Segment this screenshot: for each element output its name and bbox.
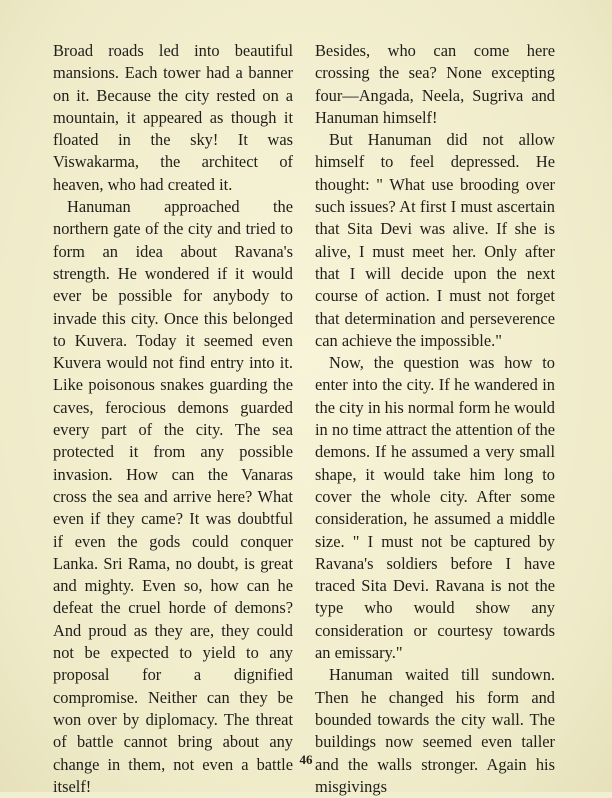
paragraph: Hanuman approached the northern gate of the city and tried to form an idea about Ravana's strength. He wondered if it would ever be possible for anybody to invade this city. Once this belonged to Kuvera. Today it seemed even Kuvera would not find entry into it. Like poisonous snakes guarding the caves, ferocious demons guarded every part of the city. The sea protected it from any possible invasion. How can the Vanaras cross the sea and arrive here? What even if they came? It was doubtful if even the gods could conquer Lanka. Sri Rama, no doubt, is great and mighty. Even so, how can he defeat the cruel horde of demons? And proud as they are, they could not be expected to yield to any proposal for a dignified compromise. Neither can they be won over by diplomacy. The threat of battle cannot bring about any change in them, not even a battle itself!: [53, 197, 293, 796]
page-number: 46: [299, 752, 313, 767]
paragraph: Now, the question was how to enter into the city. If he wandered in the city in his normal form he would in no time attract the attention of the demons. If he assumed a very small shape, it would take him long to cover the whole city. After some consideration, he assumed a middle size. " I must not be captured by Ravana's soldiers before I have traced Sita Devi. Ravana is not the type who would show any consideration or courtesy towards an emissary.": [315, 353, 555, 663]
paragraph: Besides, who can come here crossing the sea? None excepting four—Angada, Neela, Sugriva and Hanuman himself!: [315, 41, 555, 127]
paragraph: But Hanuman did not allow himself to feel depressed. He thought: " What use brooding over such issues? At first I must ascertain that Sita Devi was alive. If she is alive, I must meet her. Only after that I will decide upon the next course of action. I must not forget that determination and perseverence can achieve the impossible.": [315, 130, 555, 350]
left-text-column: [53, 40, 293, 798]
paragraph: Hanuman waited till sundown. Then he changed his form and bounded towards the city wall. The buildings now seemed even taller and the walls stronger. Again his misgivings: [315, 665, 555, 796]
right-text-column: [315, 40, 555, 798]
paragraph: Broad roads led into beautiful mansions. Each tower had a banner on it. Because the city rested on a mountain, it appeared as though it floated in the sky! It was Viswakarma, the architect of heaven, who had created it.: [53, 41, 293, 194]
